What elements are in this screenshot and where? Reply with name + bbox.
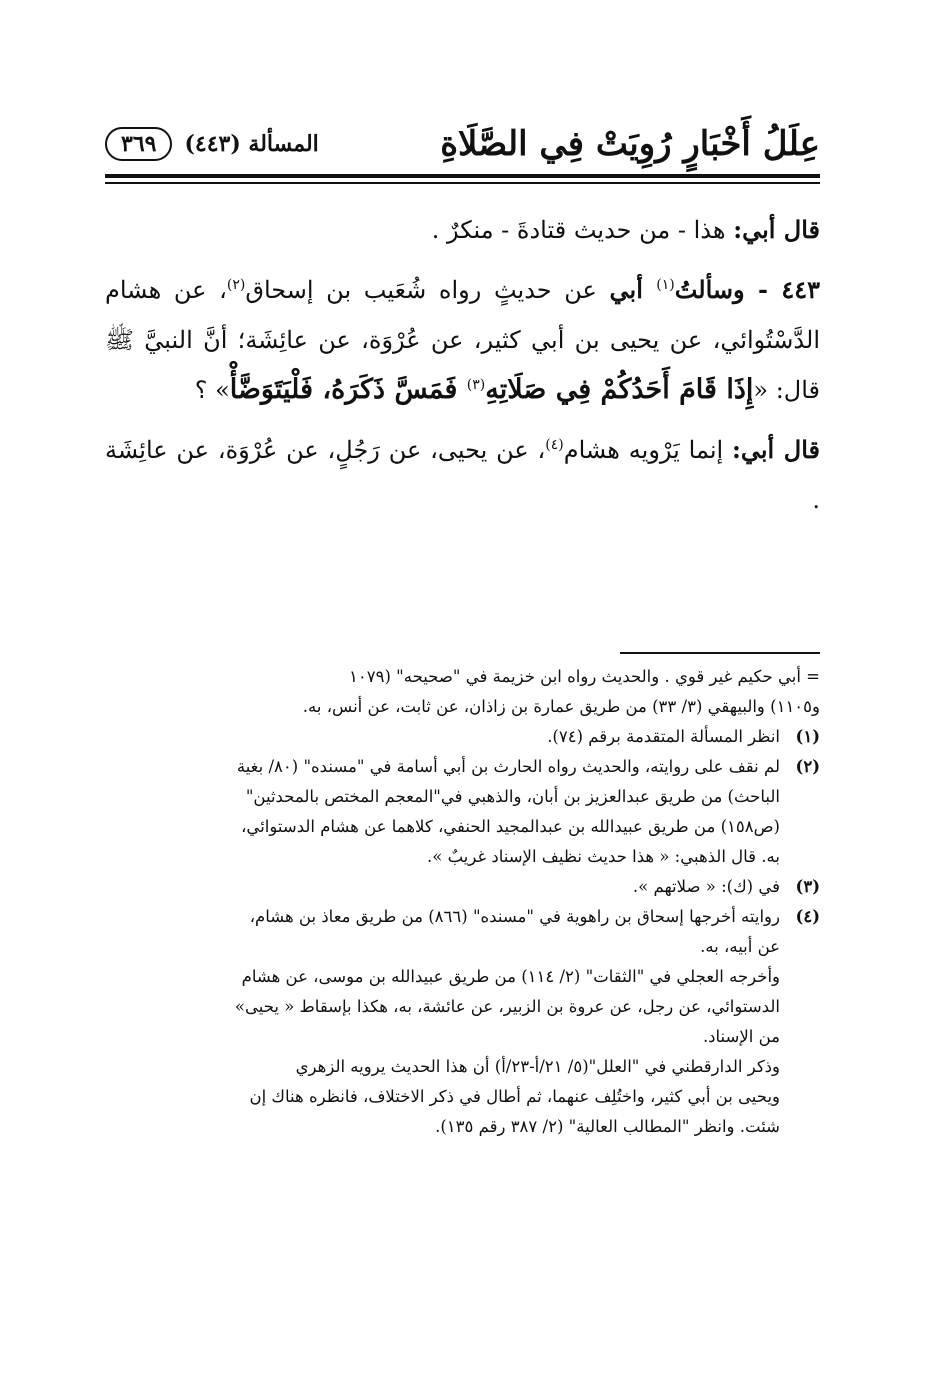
speaker-label: قال أبي: <box>732 435 820 464</box>
footnote-line: روايته أخرجها إسحاق بن راهوية في "مسنده" (٨٦٦) من طريق معاذ بن هشام، <box>249 907 780 926</box>
footnote-ref-3[interactable]: (٣) <box>466 377 486 393</box>
quote-close: » ؟ <box>194 376 230 404</box>
speaker-label: أبي <box>609 275 657 304</box>
footnote-line: وذكر الدارقطني في "العلل"(٥/ ٢١/أ-٢٣/أ) أن هذا الحديث يرويه الزهري <box>295 1057 780 1076</box>
footnote-item <box>105 902 820 1142</box>
footnote-line: (ص١٥٨) من طريق عبيدالله بن عبدالمجيد الحنفي، كلاهما عن هشام الدستوائي، <box>241 817 780 836</box>
section-label: المسألة (٤٤٣) <box>184 131 319 157</box>
footnote-ref-1[interactable]: (١) <box>656 277 675 293</box>
footnote-body <box>105 752 780 872</box>
footnote-ref-4[interactable]: (٤) <box>545 437 564 453</box>
header-meta <box>105 127 319 161</box>
footnote-item <box>105 722 820 752</box>
footnote-line: انظر المسألة المتقدمة برقم (٧٤). <box>547 727 780 746</box>
footnote-separator <box>620 652 820 654</box>
footnote-number: (٣) <box>795 877 820 896</box>
question-number: ٤٤٣ - وسألتُ <box>674 275 820 304</box>
paragraph-text: عن حديثٍ رواه شُعَيب بن إسحاق <box>245 276 610 304</box>
footnote-body <box>105 872 780 902</box>
footnote-number: (٢) <box>795 757 820 776</box>
footnote-item <box>105 872 820 902</box>
header-rule-thick <box>105 174 820 178</box>
footnote-line: الدستوائي، عن رجل، عن عروة بن الزبير، عن عائشة، به، هكذا بإسقاط « يحيى» <box>234 997 780 1016</box>
paragraph-text: هذا - من حديث قتادةَ - منكرٌ . <box>431 216 734 244</box>
footnote-line: في (ك): « صلاتهم ». <box>632 877 780 896</box>
book-title: عِلَلُ أَخْبَارٍ رُوِيَتْ فِي الصَّلَاةِ <box>440 124 820 164</box>
speaker-label: قال أبي: <box>733 215 820 244</box>
footnote-ref-2[interactable]: (٢) <box>226 277 246 293</box>
page-header <box>105 118 820 170</box>
paragraph-2 <box>105 265 820 415</box>
footnote-line: ويحيى بن أبي كثير، واختُلِف عنهما، ثم أطال في ذكر الاختلاف، فانظره هناك إن <box>249 1087 780 1106</box>
footnote-number: (٤) <box>795 907 820 926</box>
paragraph-text: ، عن هشام الدَّسْتُوائي، عن يحيى بن أبي كثير، عن عُرْوَة، عن عائِشَة؛ أنَّ النبيَّ ﷺ قال: « <box>105 276 820 404</box>
footnote-line: الباحث) من طريق عبدالعزيز بن أبان، والذهبي في"المعجم المختص بالمحدثين" <box>245 787 780 806</box>
paragraph-text: ، عن يحيى، عن رَجُلٍ، عن عُرْوَة، عن عائِشَة . <box>105 436 820 514</box>
paragraph-text: إنما يَرْويه هشام <box>563 436 733 464</box>
page-number: ٣٦٩ <box>105 127 172 161</box>
footnote-item <box>105 752 820 872</box>
footnote-line: شئت. وانظر "المطالب العالية" (٢/ ٣٨٧ رقم ١٣٥). <box>435 1117 780 1136</box>
hadith-quote: فَمَسَّ ذَكَرَهُ، فَلْيَتَوَضَّأْ <box>229 374 467 405</box>
header-rule-thin <box>105 182 820 184</box>
footnote-line: لم نقف على روايته، والحديث رواه الحارث بن أبي أسامة في "مسنده" (٨٠/ بغية <box>236 757 780 776</box>
footnote-body <box>105 722 780 752</box>
hadith-quote: إِذَا قَامَ أَحَدُكُمْ فِي صَلَاتِهِ <box>485 374 754 405</box>
footnote-continuation: و١١٠٥) والبيهقي (٣/ ٣٣) من طريق عمارة بن زاذان، عن ثابت، عن أنس، به. <box>302 697 820 716</box>
footnote-body <box>105 902 780 1142</box>
footnotes <box>105 662 820 1142</box>
paragraph-3 <box>105 425 820 525</box>
footnote-continuation: = أبي حكيم غير قوي . والحديث رواه ابن خزيمة في "صحيحه" (١٠٧٩ <box>349 667 820 686</box>
main-text <box>105 205 820 535</box>
footnote-number: (١) <box>795 727 820 746</box>
paragraph-1 <box>105 205 820 255</box>
footnote-line: عن أبيه، به. <box>700 937 780 956</box>
footnote-line: وأخرجه العجلي في "الثقات" (٢/ ١١٤) من طريق عبيدالله بن موسى، عن هشام <box>241 967 780 986</box>
footnote-line: من الإسناد. <box>702 1027 780 1046</box>
footnote-line: به. قال الذهبي: « هذا حديث نظيف الإسناد غريبٌ ». <box>427 847 780 866</box>
